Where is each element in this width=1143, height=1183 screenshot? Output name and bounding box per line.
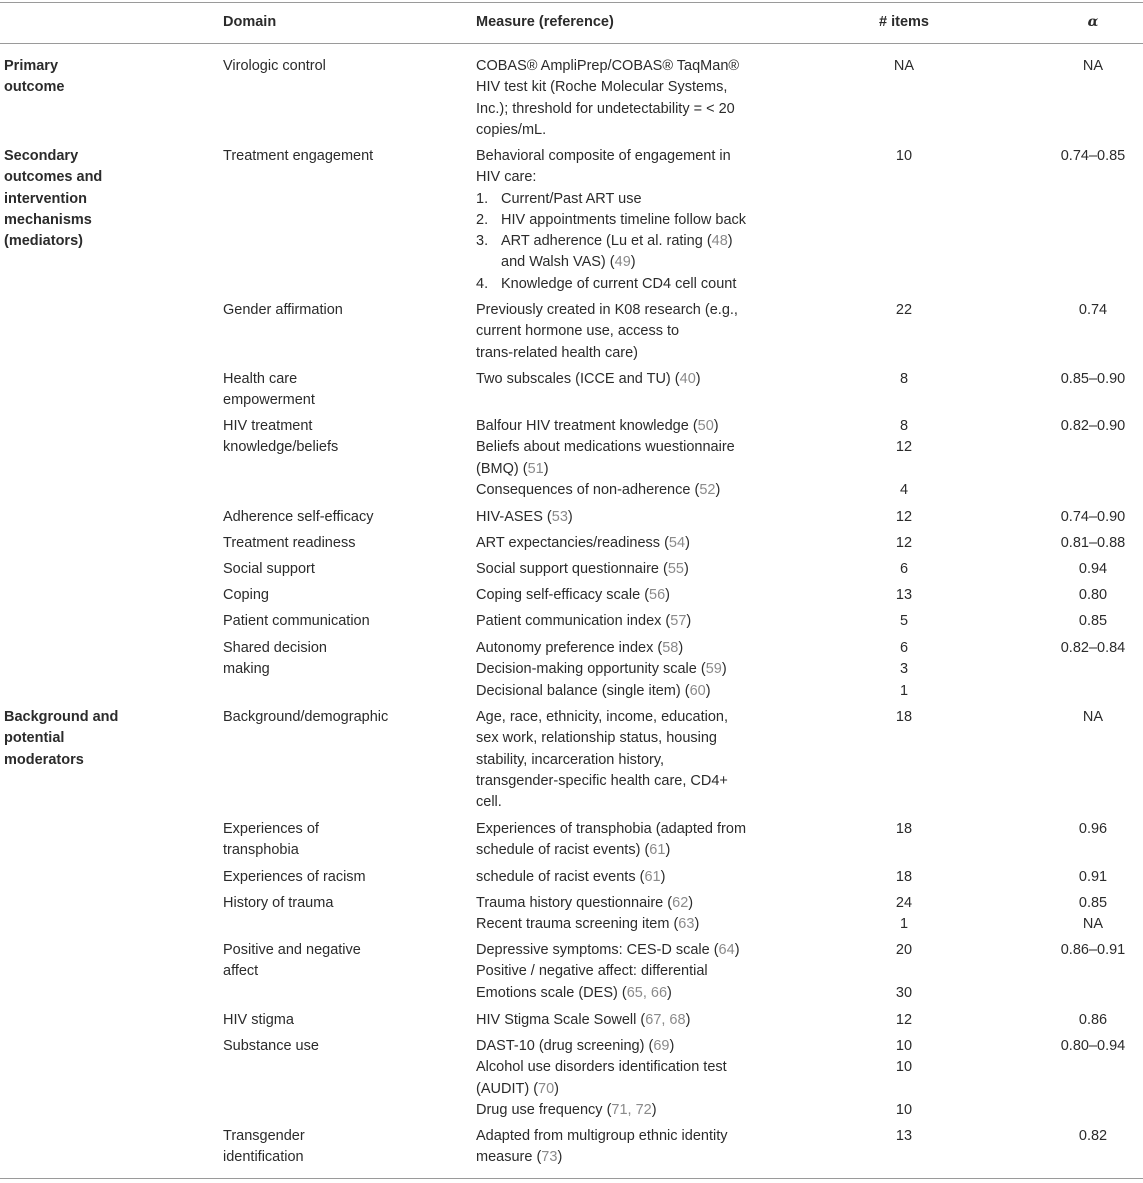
measure-cell <box>476 1010 796 1031</box>
alpha-value: 0.82–0.84 <box>1060 640 1126 656</box>
domain-cell <box>223 416 463 459</box>
list-item-text <box>501 254 636 270</box>
items-value: 24 <box>895 895 913 911</box>
domain-line: Experiences of racism <box>223 869 366 885</box>
header-items: # items <box>879 14 929 30</box>
items-value: 8 <box>899 418 909 434</box>
header-domain: Domain <box>223 14 277 30</box>
measure-list-item <box>476 210 796 231</box>
reference-number: 50 <box>697 418 714 434</box>
alpha-cell <box>1043 611 1143 632</box>
items-cell <box>854 300 954 321</box>
items-value <box>854 1079 954 1100</box>
alpha-cell <box>1043 1126 1143 1147</box>
items-value: 10 <box>895 1059 913 1076</box>
measure-line: Age, race, ethnicity, income, education, <box>476 709 729 725</box>
measure-cell <box>476 559 796 580</box>
domain-cell <box>223 300 463 321</box>
list-number: 2. <box>476 211 489 228</box>
measure-line: Experiences of transphobia (adapted from <box>476 821 747 837</box>
domain-cell <box>223 1010 463 1031</box>
list-item-line: Current/Past ART use <box>501 190 642 207</box>
measure-line: Positive / negative affect: differential <box>476 963 708 980</box>
measure-line: Recent trauma screening item (63) <box>476 916 700 933</box>
measure-cell <box>476 611 796 632</box>
reference-number: 57 <box>670 613 687 629</box>
items-value: 18 <box>895 869 913 885</box>
alpha-cell <box>1043 707 1143 728</box>
alpha-value: 0.82 <box>1078 1128 1108 1144</box>
reference-number: 58 <box>662 640 679 656</box>
measure-list-item <box>476 189 796 210</box>
measure-line: DAST-10 (drug screening) (69) <box>476 1038 675 1054</box>
items-value: 6 <box>899 561 909 577</box>
section-label-line: potential <box>4 730 65 747</box>
reference-number: 53 <box>551 509 568 525</box>
section-label <box>4 56 214 99</box>
items-cell <box>854 585 954 606</box>
reference-number: 70 <box>538 1080 555 1097</box>
domain-cell <box>223 867 463 888</box>
domain-line: Transgender <box>223 1128 305 1144</box>
reference-number: 65, 66 <box>626 984 668 1001</box>
measure-line: (BMQ) (51) <box>476 460 549 477</box>
measure-cell <box>476 638 796 702</box>
reference-number: 48 <box>711 233 728 250</box>
alpha-value: 0.94 <box>1078 561 1108 577</box>
domain-cell <box>223 585 463 606</box>
alpha-cell <box>1043 559 1143 580</box>
measure-cell <box>476 707 796 813</box>
reference-number: 56 <box>649 587 666 603</box>
domain-line: Positive and negative <box>223 942 361 958</box>
items-cell <box>854 1010 954 1031</box>
reference-number: 40 <box>679 371 696 387</box>
list-item-text <box>501 191 642 207</box>
reference-number: 71, 72 <box>611 1101 652 1118</box>
items-cell <box>854 638 954 702</box>
alpha-value: 0.74–0.85 <box>1060 148 1126 164</box>
measure-line: Decisional balance (single item) (60) <box>476 682 711 699</box>
alpha-cell <box>1043 300 1143 321</box>
items-value <box>854 961 954 982</box>
list-item-line: ART adherence (Lu et al. rating (48) <box>501 233 733 250</box>
measure-line: Behavioral composite of engagement in <box>476 148 731 164</box>
items-cell <box>854 507 954 528</box>
domain-line: Health care <box>223 371 298 387</box>
domain-line: empowerment <box>223 392 315 409</box>
header-measure: Measure (reference) <box>476 14 614 30</box>
items-cell <box>854 819 954 840</box>
measure-list <box>476 189 796 295</box>
items-value: 5 <box>899 613 909 629</box>
measure-line: Two subscales (ICCE and TU) (40) <box>476 371 701 387</box>
items-cell <box>854 369 954 390</box>
measure-cell <box>476 867 796 888</box>
measure-line: Consequences of non-adherence (52) <box>476 481 721 498</box>
measure-cell <box>476 940 796 1004</box>
items-value: NA <box>893 58 915 74</box>
alpha-cell <box>1043 585 1143 606</box>
items-cell <box>854 146 954 167</box>
alpha-cell <box>1043 533 1143 554</box>
section-label-line: Background and <box>4 709 119 725</box>
domain-cell <box>223 507 463 528</box>
items-value: 4 <box>899 481 909 498</box>
measure-line: Inc.); threshold for undetectability = < 20 <box>476 100 735 117</box>
section-label <box>4 146 214 252</box>
measure-line: stability, incarceration history, <box>476 751 665 768</box>
items-value: 3 <box>899 661 909 678</box>
measure-line: HIV test kit (Roche Molecular Systems, <box>476 79 728 96</box>
reference-number: 52 <box>699 481 716 498</box>
measure-line: HIV Stigma Scale Sowell (67, 68) <box>476 1012 691 1028</box>
domain-line: Background/demographic <box>223 709 389 725</box>
alpha-cell <box>1043 638 1143 659</box>
section-label-line: moderators <box>4 751 84 768</box>
domain-line: Coping <box>223 587 269 603</box>
items-value: 30 <box>895 984 913 1001</box>
alpha-value: 0.80 <box>1078 587 1108 603</box>
items-value: 20 <box>895 942 913 958</box>
alpha-value: 0.82–0.90 <box>1060 418 1126 434</box>
header-alpha: α <box>1087 14 1099 30</box>
alpha-value: 0.91 <box>1078 869 1108 885</box>
alpha-cell <box>1043 146 1143 167</box>
alpha-value: 0.86 <box>1078 1012 1108 1028</box>
alpha-cell <box>1043 56 1143 77</box>
measure-line: Alcohol use disorders identification test <box>476 1059 727 1076</box>
domain-line: identification <box>223 1149 304 1166</box>
measure-line: Patient communication index (57) <box>476 613 692 629</box>
measure-list-item <box>476 274 796 295</box>
items-value: 1 <box>899 916 909 933</box>
reference-number: 73 <box>541 1149 558 1166</box>
measure-line: HIV care: <box>476 169 537 186</box>
list-item-text <box>501 233 733 249</box>
items-value: 10 <box>895 1101 913 1118</box>
alpha-value: 0.74 <box>1078 302 1108 318</box>
alpha-value: NA <box>1082 58 1104 74</box>
measure-cell <box>476 533 796 554</box>
reference-number: 61 <box>649 842 666 859</box>
items-value: 12 <box>895 535 913 551</box>
header-rule <box>0 43 1143 44</box>
domain-cell <box>223 1126 463 1169</box>
table-top-rule <box>0 2 1143 3</box>
section-label-line: Secondary <box>4 148 79 164</box>
section-label-line: outcomes and <box>4 169 103 186</box>
measure-line: Trauma history questionnaire (62) <box>476 895 694 911</box>
items-value: 13 <box>895 587 913 603</box>
items-value: 8 <box>899 371 909 387</box>
measure-line: COBAS® AmpliPrep/COBAS® TaqMan® <box>476 58 740 74</box>
domain-line: Treatment readiness <box>223 535 356 551</box>
domain-line: knowledge/beliefs <box>223 439 339 456</box>
measure-line: current hormone use, access to <box>476 323 680 340</box>
measure-line: transgender-specific health care, CD4+ <box>476 772 728 789</box>
reference-number: 62 <box>672 895 689 911</box>
measure-line: Coping self-efficacy scale (56) <box>476 587 671 603</box>
measure-line: Drug use frequency (71, 72) <box>476 1101 657 1118</box>
measure-list-item <box>476 231 796 252</box>
items-value: 1 <box>899 682 909 699</box>
alpha-cell <box>1043 416 1143 437</box>
items-cell <box>854 559 954 580</box>
measure-line: schedule of racist events) (61) <box>476 842 671 859</box>
domain-line: Substance use <box>223 1038 319 1054</box>
alpha-cell <box>1043 369 1143 390</box>
items-cell <box>854 533 954 554</box>
alpha-value: 0.85–0.90 <box>1060 371 1126 387</box>
items-value <box>854 459 954 480</box>
domain-cell <box>223 146 463 167</box>
reference-number: 54 <box>668 535 686 551</box>
measure-cell <box>476 416 796 501</box>
alpha-cell <box>1043 893 1143 936</box>
list-number: 1. <box>476 190 489 207</box>
domain-cell <box>223 638 463 681</box>
items-value: 13 <box>895 1128 913 1144</box>
measure-line: measure (73) <box>476 1149 563 1166</box>
domain-line: Social support <box>223 561 315 577</box>
measure-cell <box>476 56 796 141</box>
alpha-cell <box>1043 819 1143 840</box>
measure-cell <box>476 369 796 390</box>
alpha-value: 0.74–0.90 <box>1060 509 1126 525</box>
reference-number: 69 <box>653 1038 670 1054</box>
list-number: 3. <box>476 233 489 250</box>
alpha-value: NA <box>1082 709 1104 725</box>
items-value: 12 <box>895 439 913 456</box>
domain-line: Virologic control <box>223 58 326 74</box>
list-item-text <box>501 212 746 228</box>
domain-line: Experiences of <box>223 821 319 837</box>
domain-line: Adherence self-efficacy <box>223 509 374 525</box>
items-value: 10 <box>895 1038 913 1054</box>
measure-line: copies/mL. <box>476 121 547 138</box>
domain-cell <box>223 893 463 914</box>
alpha-cell <box>1043 1036 1143 1057</box>
alpha-cell <box>1043 507 1143 528</box>
measure-line: Autonomy preference index (58) <box>476 640 684 656</box>
section-label-line: mechanisms <box>4 211 92 228</box>
measure-cell <box>476 1126 796 1169</box>
alpha-cell <box>1043 940 1143 961</box>
items-value: 18 <box>895 821 913 837</box>
items-value: 18 <box>895 709 913 725</box>
alpha-value: 0.85 <box>1078 895 1108 911</box>
domain-line: HIV stigma <box>223 1012 294 1028</box>
reference-number: 55 <box>667 561 684 577</box>
measure-cell <box>476 507 796 528</box>
items-cell <box>854 611 954 632</box>
measure-line: sex work, relationship status, housing <box>476 730 717 747</box>
items-value: 22 <box>895 302 913 318</box>
alpha-value: 0.86–0.91 <box>1060 942 1126 958</box>
section-label-line: outcome <box>4 79 65 96</box>
domain-line: Shared decision <box>223 640 327 656</box>
measure-line: ART expectancies/readiness (54) <box>476 535 690 551</box>
items-cell <box>854 56 954 77</box>
items-value: 6 <box>899 640 909 656</box>
domain-cell <box>223 940 463 983</box>
reference-number: 64 <box>718 942 735 958</box>
list-item-line: Knowledge of current CD4 cell count <box>501 275 737 292</box>
alpha-value: NA <box>1082 916 1104 933</box>
domain-line: Treatment engagement <box>223 148 374 164</box>
section-label <box>4 707 214 771</box>
measure-cell <box>476 146 796 295</box>
measure-line: Beliefs about medications wuestionnaire <box>476 439 735 456</box>
domain-line: affect <box>223 963 259 980</box>
measure-line: Emotions scale (DES) (65, 66) <box>476 984 672 1001</box>
domain-cell <box>223 819 463 862</box>
reference-number: 49 <box>614 254 631 271</box>
measure-cell <box>476 819 796 862</box>
domain-cell <box>223 559 463 580</box>
items-cell <box>854 940 954 1004</box>
domain-line: transphobia <box>223 842 299 859</box>
list-number: 4. <box>476 275 489 292</box>
reference-number: 63 <box>678 916 695 933</box>
measure-line: cell. <box>476 794 502 811</box>
measure-line: (AUDIT) (70) <box>476 1080 560 1097</box>
domain-line: HIV treatment <box>223 418 313 434</box>
items-value: 10 <box>895 148 913 164</box>
list-item-text <box>501 276 736 292</box>
reference-number: 61 <box>644 869 661 885</box>
items-cell <box>854 1036 954 1121</box>
alpha-cell <box>1043 867 1143 888</box>
domain-cell <box>223 1036 463 1057</box>
section-label-line: intervention <box>4 190 87 207</box>
measure-line: Decision-making opportunity scale (59) <box>476 661 727 678</box>
reference-number: 51 <box>527 460 544 477</box>
domain-cell <box>223 611 463 632</box>
domain-line: making <box>223 661 270 678</box>
measure-line: schedule of racist events (61) <box>476 869 666 885</box>
measure-line: trans-related health care) <box>476 344 638 361</box>
list-item-line: HIV appointments timeline follow back <box>501 211 747 228</box>
items-cell <box>854 707 954 728</box>
domain-cell <box>223 369 463 412</box>
reference-number: 67, 68 <box>645 1012 686 1028</box>
measure-list-item <box>476 252 796 273</box>
measure-cell <box>476 893 796 936</box>
items-cell <box>854 867 954 888</box>
measure-line: Social support questionnaire (55) <box>476 561 689 577</box>
measure-line: Previously created in K08 research (e.g., <box>476 302 738 318</box>
measure-line: HIV-ASES (53) <box>476 509 573 525</box>
items-cell <box>854 1126 954 1147</box>
domain-cell <box>223 707 463 728</box>
measure-cell <box>476 585 796 606</box>
measure-line: Adapted from multigroup ethnic identity <box>476 1128 728 1144</box>
domain-line: Patient communication <box>223 613 370 629</box>
measure-line: Balfour HIV treatment knowledge (50) <box>476 418 719 434</box>
domain-cell <box>223 533 463 554</box>
table-bottom-rule <box>0 1178 1143 1179</box>
items-value: 12 <box>895 1012 913 1028</box>
items-cell <box>854 416 954 501</box>
domain-cell <box>223 56 463 77</box>
alpha-value: 0.85 <box>1078 613 1108 629</box>
items-value: 12 <box>895 509 913 525</box>
alpha-cell <box>1043 1010 1143 1031</box>
alpha-value: 0.96 <box>1078 821 1108 837</box>
section-label-line: Primary <box>4 58 59 74</box>
domain-line: Gender affirmation <box>223 302 343 318</box>
alpha-value: 0.81–0.88 <box>1060 535 1126 551</box>
measure-cell <box>476 300 796 364</box>
alpha-value: 0.80–0.94 <box>1060 1038 1126 1054</box>
list-item-line: and Walsh VAS) (49) <box>501 254 636 271</box>
items-cell <box>854 893 954 936</box>
reference-number: 59 <box>705 661 722 678</box>
reference-number: 60 <box>689 682 706 699</box>
section-label-line: (mediators) <box>4 233 83 250</box>
measure-cell <box>476 1036 796 1121</box>
domain-line: History of trauma <box>223 895 334 911</box>
measure-line: Depressive symptoms: CES-D scale (64) <box>476 942 740 958</box>
